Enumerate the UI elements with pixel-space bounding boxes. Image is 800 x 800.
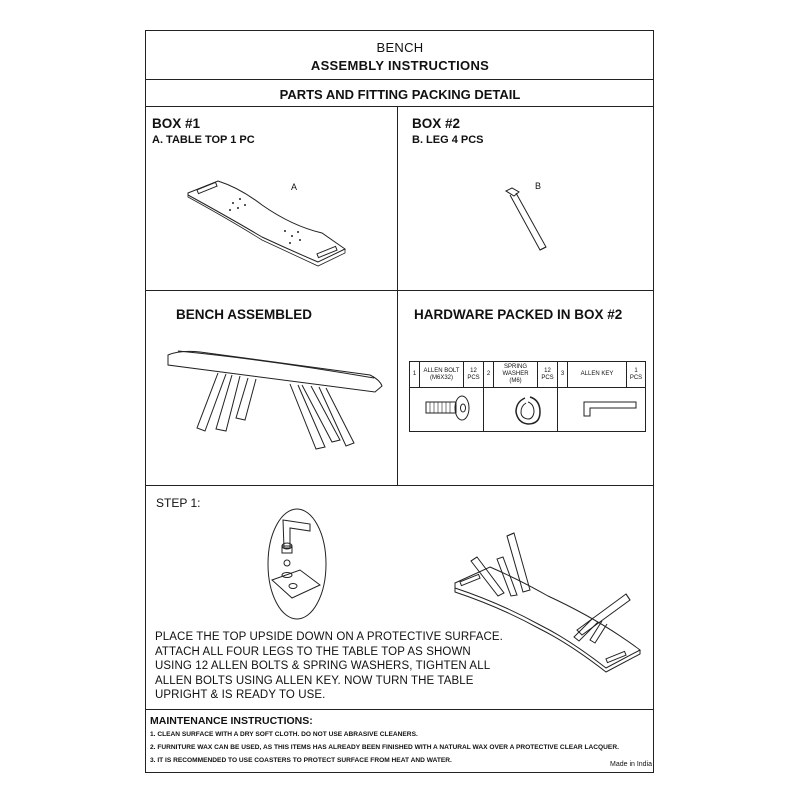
box2-item: B. LEG 4 PCS [412, 134, 484, 146]
maintenance-heading: MAINTENANCE INSTRUCTIONS: [150, 715, 313, 727]
part-label-a: A [291, 182, 298, 192]
box2-heading: BOX #2 [412, 116, 461, 131]
hw-name-2: SPRING WASHER (M6) [494, 362, 538, 388]
hw-qty-1: 12 PCS [464, 362, 484, 388]
box1-item: A. TABLE TOP 1 PC [152, 134, 255, 146]
hw-no-3: 3 [558, 362, 568, 388]
hw-no-1: 1 [410, 362, 420, 388]
made-in-label: Made in India [610, 761, 653, 768]
doc-title: BENCH [376, 40, 424, 55]
maintenance-item-1: 1. CLEAN SURFACE WITH A DRY SOFT CLOTH. DO NOT USE ABRASIVE CLEANERS. [150, 731, 418, 738]
hw-no-2: 2 [484, 362, 494, 388]
doc-subtitle: ASSEMBLY INSTRUCTIONS [310, 58, 490, 73]
hw-name-3: ALLEN KEY [568, 362, 627, 388]
hw-qty-2: 12 PCS [538, 362, 558, 388]
table-top-drawing [188, 181, 345, 266]
instruction-line: UPRIGHT & IS READY TO USE. [155, 689, 326, 701]
maintenance-item-3: 3. IT IS RECOMMENDED TO USE COASTERS TO PROTECT SURFACE FROM HEAT AND WATER. [150, 757, 452, 764]
hardware-heading: HARDWARE PACKED IN BOX #2 [414, 307, 623, 322]
maintenance-item-2: 2. FURNITURE WAX CAN BE USED, AS THIS ITEMS HAS ALREADY BEEN FINISHED WITH A NATURAL WAX OVER A PROTECTIVE CLEAR LACQUER. [150, 744, 619, 751]
instruction-line: PLACE THE TOP UPSIDE DOWN ON A PROTECTIVE SURFACE. [155, 631, 503, 643]
instruction-line: USING 12 ALLEN BOLTS & SPRING WASHERS, TIGHTEN ALL [155, 660, 491, 672]
bolt-detail-oval [268, 509, 326, 619]
assembled-bench-drawing [168, 351, 382, 449]
section-title: PARTS AND FITTING PACKING DETAIL [279, 87, 521, 102]
instruction-line: ALLEN BOLTS USING ALLEN KEY. NOW TURN THE TABLE [155, 674, 474, 687]
upside-down-bench-drawing [455, 533, 640, 672]
step1-label: STEP 1: [156, 496, 201, 510]
allen-key-icon [584, 402, 636, 416]
instruction-line: ATTACH ALL FOUR LEGS TO THE TABLE TOP AS SHOWN [155, 645, 471, 658]
assembled-heading: BENCH ASSEMBLED [176, 307, 313, 322]
part-label-b: B [535, 181, 542, 191]
allen-bolt-icon [426, 396, 469, 420]
spring-washer-icon [516, 397, 540, 424]
box1-heading: BOX #1 [152, 116, 201, 131]
hw-qty-3: 1 PCS [627, 362, 646, 388]
leg-drawing [506, 188, 546, 250]
hw-name-1: ALLEN BOLT (M6X32) [420, 362, 464, 388]
